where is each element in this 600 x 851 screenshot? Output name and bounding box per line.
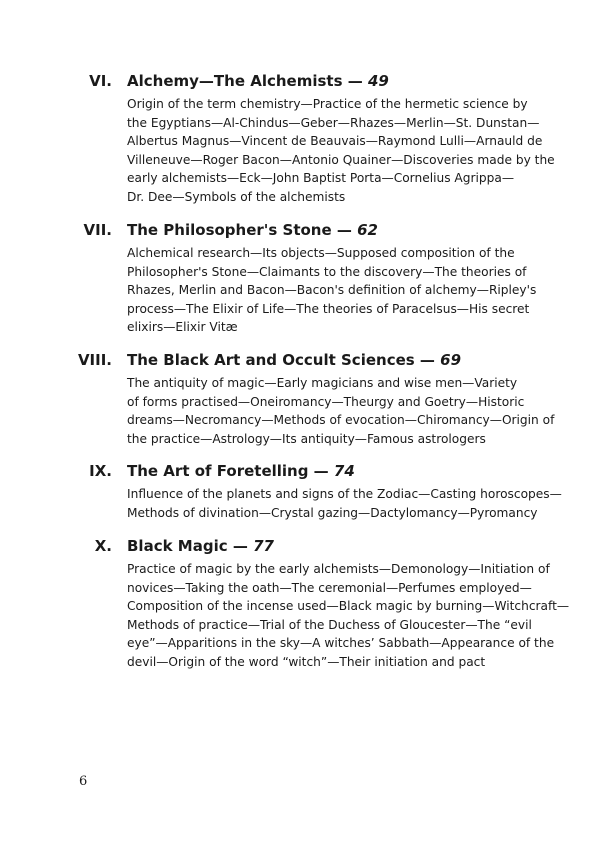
summary-line: novices—Taking the oath—The ceremonial—Perfumes employed— [127,580,532,595]
chapter-title-text: Black Magic — [127,537,248,555]
summary-line: The antiquity of magic—Early magicians and wise men—Variety [127,376,518,390]
summary-line: Composition of the incense used—Black magic by burning—Witchcraft— [127,599,570,614]
chapter-title-text: Alchemy—The Alchemists — [127,72,363,90]
chapter-numeral: IX. [89,462,112,480]
chapter-page-number: 77 [253,537,274,555]
chapter-summary [127,374,554,448]
summary-line: Albertus Magnus—Vincent de Beauvais—Raymond Lulli—Arnauld de [127,134,543,149]
chapter-title [127,537,274,556]
summary-line: eye”—Apparitions in the sky—A witches’ Sabbath—Appearance of the [127,636,555,651]
chapter-page-number: 69 [440,351,462,369]
summary-line: the Egyptians—Al-Chindus—Geber—Rhazes—Merlin—St. Dunstan— [127,115,540,130]
summary-line: Methods of practice—Trial of the Duchess of Gloucester—The “evil [127,617,532,632]
chapter-page-number: 49 [367,72,389,90]
chapter-numeral: VII. [83,221,112,239]
summary-line: Philosopher's Stone—Claimants to the discovery—The theories of [127,264,527,279]
chapter-numeral: VIII. [77,351,112,369]
chapter-title-text: The Art of Foretelling — [127,462,329,480]
chapter-title [127,351,461,370]
summary-line: dreams—Necromancy—Methods of evocation—Chiromancy—Origin of [127,413,555,428]
chapter-title-text: The Philosopher's Stone — [127,221,352,239]
summary-line: the practice—Astrology—Its antiquity—Famous astrologers [127,431,486,446]
summary-line: Alchemical research—Its objects—Supposed composition of the [127,246,515,260]
summary-line: Villeneuve—Roger Bacon—Antonio Quainer—Discoveries made by the [127,152,555,167]
summary-line: elixirs—Elixir Vitæ [127,320,238,335]
chapter-summary [127,244,536,337]
chapter-summary [127,95,555,207]
summary-line: process—The Elixir of Life—The theories of Paracelsus—His secret [127,301,530,316]
chapter-title [127,462,355,481]
chapter-numeral: X. [94,537,112,555]
summary-line: Rhazes, Merlin and Bacon—Bacon's definition of alchemy—Ripley's [127,283,537,298]
page-number: 6 [79,774,88,789]
summary-line: devil—Origin of the word “witch”—Their initiation and pact [127,654,486,669]
chapter-title-text: The Black Art and Occult Sciences — [127,351,435,369]
summary-line: of forms practised—Oneiromancy—Theurgy and Goetry—Historic [127,394,525,409]
chapter-title [127,221,378,240]
chapter-page-number: 74 [333,462,355,480]
summary-line: Dr. Dee—Symbols of the alchemists [127,189,346,204]
summary-line: Practice of magic by the early alchemists—Demonology—Initiation of [127,562,550,576]
summary-line: Origin of the term chemistry—Practice of the hermetic science by [127,97,528,111]
summary-line: Influence of the planets and signs of the Zodiac—Casting horoscopes— [127,487,562,501]
summary-line: Methods of divination—Crystal gazing—Dactylomancy—Pyromancy [127,505,538,520]
chapter-numeral: VI. [89,72,112,90]
summary-line: early alchemists—Eck—John Baptist Porta—Cornelius Agrippa— [127,171,515,186]
chapter-summary [127,485,562,522]
chapter-title [127,72,389,91]
chapter-summary [127,560,569,672]
chapter-page-number: 62 [357,221,378,239]
